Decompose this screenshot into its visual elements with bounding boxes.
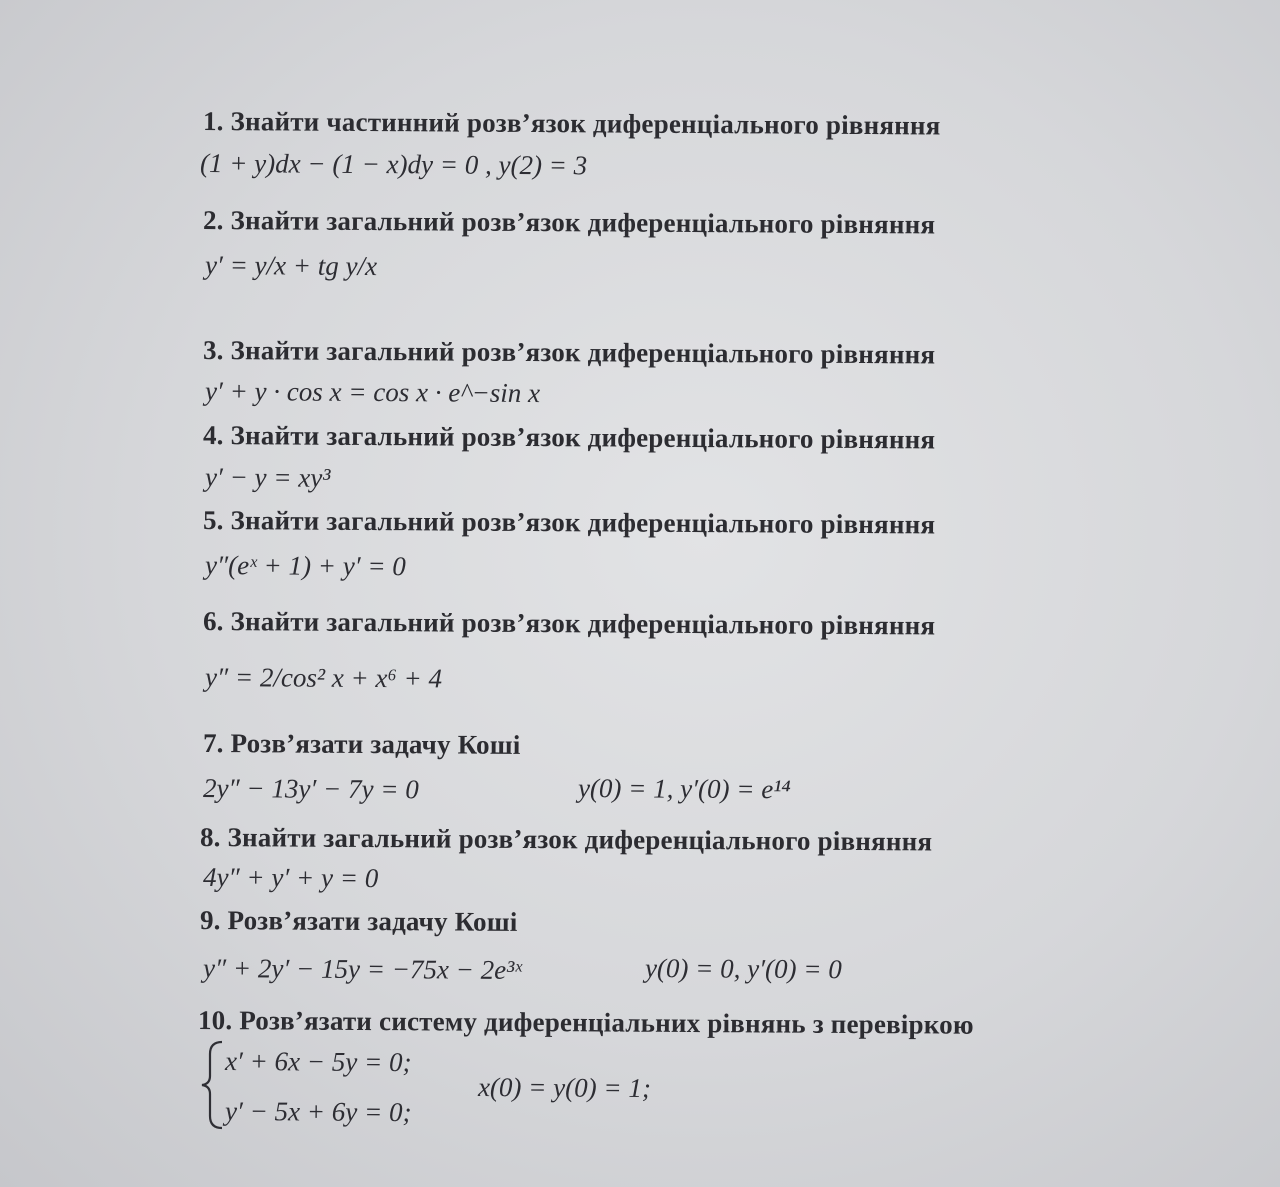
task-5-equation: y″(eˣ + 1) + y′ = 0	[204, 550, 406, 582]
task-3-equation: y′ + y · cos x = cos x · e^−sin x	[204, 376, 541, 409]
task-9-condition: y(0) = 0, y′(0) = 0	[644, 953, 842, 985]
task-7-condition: y(0) = 1, y′(0) = e¹⁴	[577, 773, 791, 805]
task-7-title: 7. Розв’язати задачу Коші	[202, 728, 521, 760]
task-8-equation: 4y″ + y′ + y = 0	[202, 862, 379, 894]
task-1-equation	[200, 148, 587, 181]
task-4-title: 4. Знайти загальний розв’язок диференціального рівняння	[202, 420, 936, 455]
task-6-equation: y″ = 2/cos² x + x⁶ + 4	[204, 662, 443, 694]
task-4-equation: y′ − y = xy³	[204, 462, 331, 493]
task-1-title: 1. Знайти частинний розв’язок диференціального рівняння	[202, 106, 941, 141]
task-9-equation: y″ + 2y′ − 15y = −75x − 2e³ˣ	[202, 953, 522, 985]
task-10-equation-2: y′ − 5x + 6y = 0;	[224, 1096, 412, 1128]
task-3-title: 3. Знайти загальний розв’язок диференціального рівняння	[202, 335, 936, 370]
task-2-equation: y′ = y/x + tg y/x	[204, 250, 378, 282]
task-10-title: 10. Розв’язати систему диференціальних рівнянь з перевіркою	[197, 1005, 974, 1040]
task-1-equation-text: (1 + y)dx − (1 − x)dy = 0 , y(2) = 3	[199, 148, 588, 181]
task-10-equation-1: x′ + 6x − 5y = 0;	[224, 1046, 412, 1078]
task-7-equation: 2y″ − 13y′ − 7y = 0	[202, 773, 419, 805]
task-9-title: 9. Розв’язати задачу Коші	[199, 905, 518, 937]
task-8-title: 8. Знайти загальний розв’язок диференціального рівняння	[199, 822, 933, 857]
system-brace	[200, 1040, 226, 1130]
task-6-title: 6. Знайти загальний розв’язок диференціального рівняння	[202, 606, 936, 641]
task-2-title: 2. Знайти загальний розв’язок диференціального рівняння	[202, 205, 936, 240]
task-10-condition: x(0) = y(0) = 1;	[477, 1072, 651, 1104]
task-5-title: 5. Знайти загальний розв’язок диференціального рівняння	[202, 505, 936, 540]
